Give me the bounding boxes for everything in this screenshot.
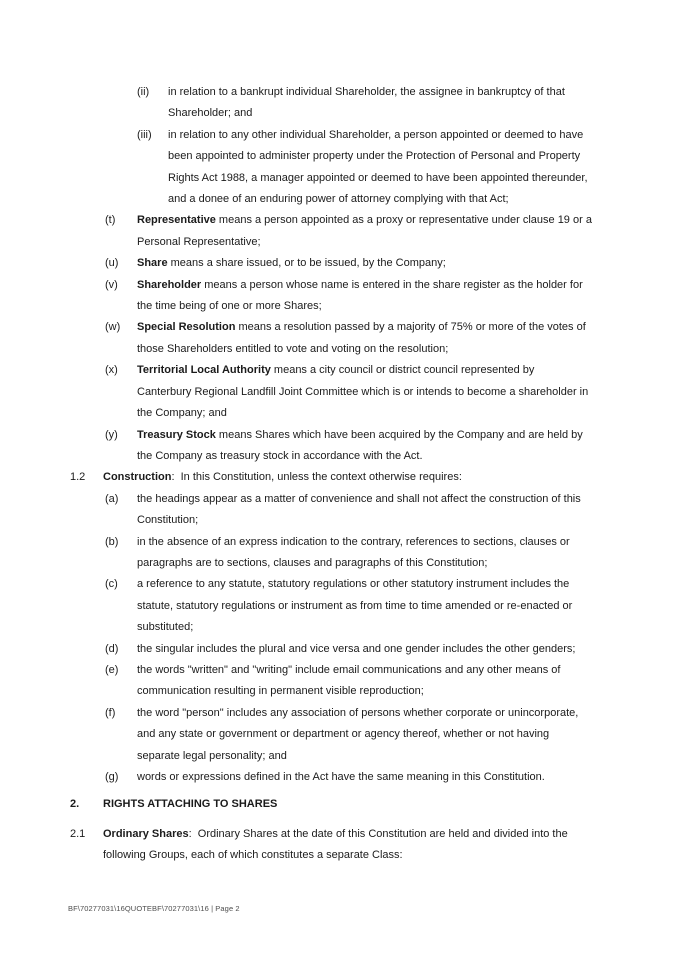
text-run: RIGHTS ATTACHING TO SHARES xyxy=(103,798,278,811)
paragraph xyxy=(0,824,675,867)
text-run: the time being of one or more Shares; xyxy=(137,300,322,313)
text-run: means a resolution passed by a majority of 75% or more of the votes of xyxy=(235,321,586,334)
paragraph-label: (v) xyxy=(105,278,118,291)
text-run: words or expressions defined in the Act have the same meaning in this Constitution. xyxy=(137,771,545,783)
paragraph-label: 1.2 xyxy=(70,471,86,484)
paragraph xyxy=(0,489,675,532)
text-run: the word "person" includes any association of persons whether corporate or unincorporate, xyxy=(137,706,579,719)
text-run: been appointed to administer property under the Protection of Personal and Property xyxy=(168,150,581,163)
defined-term: Construction xyxy=(103,471,172,484)
paragraph xyxy=(0,467,675,488)
paragraph-label: (y) xyxy=(105,428,118,441)
paragraph xyxy=(0,275,675,318)
paragraph-text xyxy=(103,794,675,815)
paragraph-text xyxy=(137,489,675,532)
text-run: statute, statutory regulations or instrument as from time to time amended or re-enacted or xyxy=(137,599,573,612)
text-run: means a share issued, or to be issued, by the Company; xyxy=(167,257,446,270)
paragraph-text xyxy=(137,425,675,468)
paragraph-text xyxy=(103,824,675,867)
text-run: in relation to a bankrupt individual Shareholder, the assignee in bankruptcy of that xyxy=(168,86,565,98)
paragraph-text xyxy=(137,253,675,274)
paragraph-label: (e) xyxy=(105,663,119,676)
text-run: following Groups, each of which constitutes a separate Class: xyxy=(103,849,403,862)
defined-term: Representative xyxy=(137,214,216,227)
paragraph-text xyxy=(137,275,675,318)
text-run: means a city council or district council represented by xyxy=(270,364,535,377)
text-run: Canterbury Regional Landfill Joint Committee which is or intends to become a shareholder in xyxy=(137,385,589,398)
paragraph-label: (t) xyxy=(105,214,116,227)
document-body xyxy=(0,82,675,867)
paragraph-label: (g) xyxy=(105,771,119,783)
paragraph xyxy=(0,639,675,660)
text-run: means Shares which have been acquired by the Company and are held by xyxy=(215,428,583,441)
paragraph xyxy=(0,253,675,274)
text-run: substituted; xyxy=(137,621,194,634)
paragraph-text xyxy=(137,574,675,638)
defined-term: Territorial Local Authority xyxy=(137,364,271,377)
paragraph-text xyxy=(137,360,675,424)
paragraph-label: (b) xyxy=(105,535,119,548)
paragraph xyxy=(0,210,675,253)
paragraph xyxy=(0,660,675,703)
text-run: paragraphs are to sections, clauses and paragraphs of this Constitution; xyxy=(137,556,488,569)
defined-term: Shareholder xyxy=(137,278,202,291)
text-run: in relation to any other individual Shareholder, a person appointed or deemed to have xyxy=(168,128,584,141)
text-run: those Shareholders entitled to vote and voting on the resolution; xyxy=(137,342,449,355)
text-run: in the absence of an express indication to the contrary, references to sections, clauses or xyxy=(137,535,570,548)
paragraph-text xyxy=(137,532,675,575)
text-run: and a donee of an enduring power of attorney complying with that Act; xyxy=(168,193,509,206)
text-run: a reference to any statute, statutory regulations or other statutory instrument includes the xyxy=(137,578,570,591)
text-run: means a person whose name is entered in the share register as the holder for xyxy=(201,278,583,291)
paragraph-text xyxy=(137,703,675,767)
paragraph-text xyxy=(137,660,675,703)
paragraph-label: (c) xyxy=(105,578,118,591)
text-run: means a person appointed as a proxy or representative under clause 19 or a xyxy=(215,214,592,227)
paragraph-label: (iii) xyxy=(137,128,152,141)
paragraph xyxy=(0,532,675,575)
paragraph-text xyxy=(103,467,675,488)
defined-term: Treasury Stock xyxy=(137,428,216,441)
text-run: the headings appear as a matter of convenience and shall not affect the construction of this xyxy=(137,492,581,505)
paragraph-label: (x) xyxy=(105,364,118,377)
paragraph-label: (a) xyxy=(105,492,119,505)
paragraph-text xyxy=(137,210,675,253)
paragraph-label: 2. xyxy=(70,798,80,811)
text-run: Constitution; xyxy=(137,514,199,527)
paragraph-text xyxy=(168,82,675,125)
text-run: Rights Act 1988, a manager appointed or deemed to have been appointed thereunder, xyxy=(168,171,588,184)
text-run: Shareholder; and xyxy=(168,107,253,120)
paragraph xyxy=(0,425,675,468)
defined-term: Special Resolution xyxy=(137,321,236,334)
paragraph-text xyxy=(168,125,675,211)
text-run: : In this Constitution, unless the context otherwise requires: xyxy=(171,471,462,484)
text-run: the singular includes the plural and vice versa and one gender includes the other genders; xyxy=(137,642,576,655)
text-run: the Company; and xyxy=(137,407,227,420)
paragraph xyxy=(0,317,675,360)
paragraph xyxy=(0,703,675,767)
paragraph xyxy=(0,360,675,424)
paragraph-text xyxy=(137,639,675,660)
text-run: the words "written" and "writing" include email communications and any other means of xyxy=(137,663,561,676)
paragraph-label: (f) xyxy=(105,706,116,719)
paragraph-label: (w) xyxy=(105,321,121,334)
paragraph xyxy=(0,767,675,788)
paragraph-text xyxy=(137,767,675,788)
section-heading xyxy=(0,794,675,815)
text-run: separate legal personality; and xyxy=(137,749,287,762)
text-run: : Ordinary Shares at the date of this Constitution are held and divided into the xyxy=(188,827,568,840)
paragraph-label: (ii) xyxy=(137,86,150,98)
paragraph xyxy=(0,574,675,638)
text-run: and any state or government or department or agency thereof, whether or not having xyxy=(137,728,550,741)
page-footer: BF\70277031\16QUOTEBF\70277031\16 | Page 2 xyxy=(68,904,240,913)
defined-term: Share xyxy=(137,257,168,270)
text-run: communication resulting in permanent visible reproduction; xyxy=(137,685,424,698)
paragraph-label: 2.1 xyxy=(70,827,86,840)
paragraph-label: (u) xyxy=(105,257,119,270)
defined-term: Ordinary Shares xyxy=(103,827,189,840)
text-run: the Company as treasury stock in accordance with the Act. xyxy=(137,449,423,462)
paragraph xyxy=(0,82,675,125)
paragraph xyxy=(0,125,675,211)
paragraph-text xyxy=(137,317,675,360)
text-run: Personal Representative; xyxy=(137,235,261,248)
paragraph-label: (d) xyxy=(105,642,119,655)
